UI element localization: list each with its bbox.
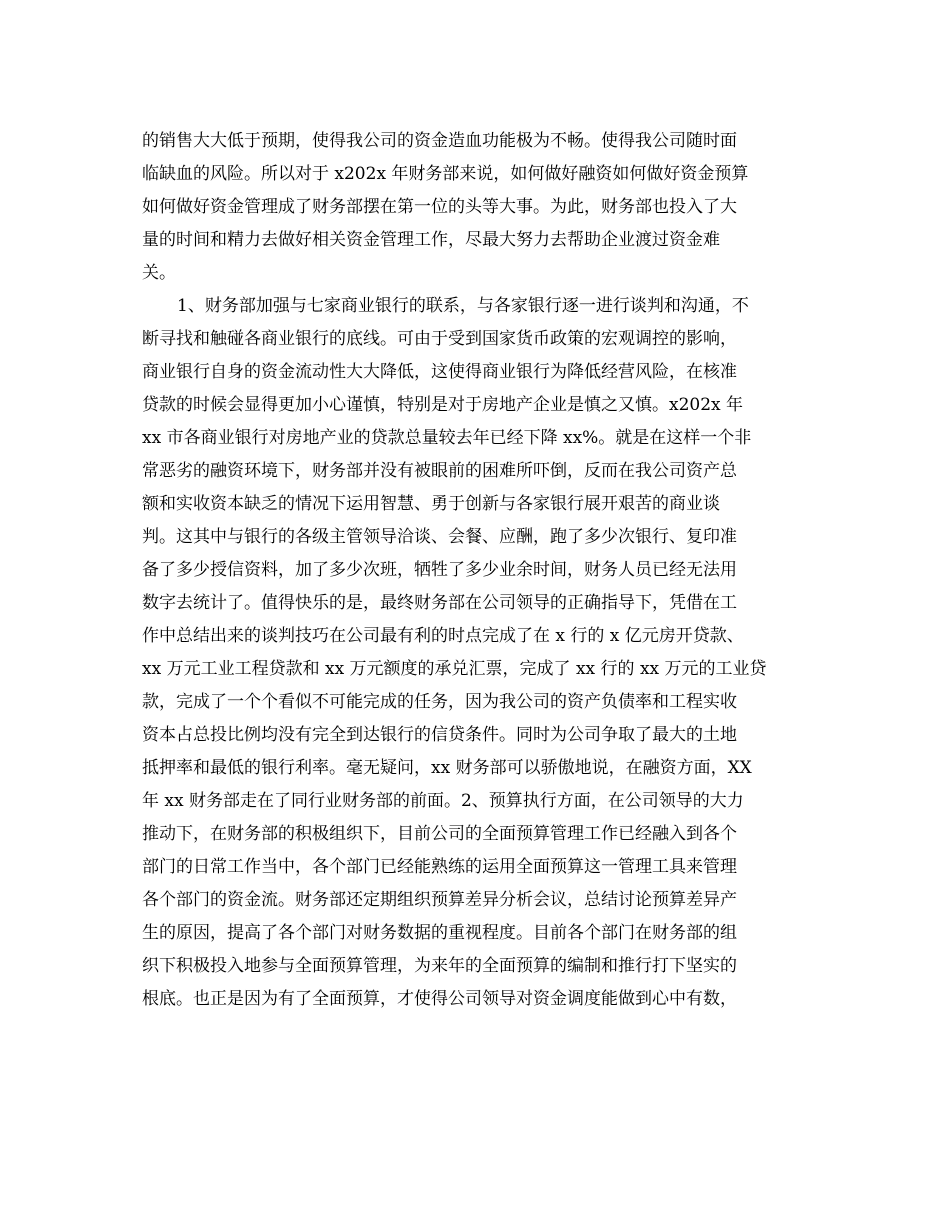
text-line: 资本占总投比例均没有完全到达银行的信贷条件。同时为公司争取了最大的土地: [142, 725, 737, 745]
text-line: 抵押率和最低的银行利率。毫无疑问，xx 财务部可以骄傲地说，在融资方面，XX: [142, 758, 752, 778]
text-line: 的销售大大低于预期，使得我公司的资金造血功能极为不畅。使得我公司随时面: [142, 131, 737, 151]
text-line: 作中总结出来的谈判技巧在公司最有利的时点完成了在 x 行的 x 亿元房开贷款、: [142, 626, 744, 646]
text-line: 如何做好资金管理成了财务部摆在第一位的头等大事。为此，财务部也投入了大: [142, 197, 737, 217]
text-line: 常恶劣的融资环境下，财务部并没有被眼前的困难所吓倒，反而在我公司资产总: [142, 461, 737, 481]
text-line: 根底。也正是因为有了全面预算，才使得公司领导对资金调度能做到心中有数，: [142, 989, 737, 1009]
text-line: xx 万元工业工程贷款和 xx 万元额度的承兑汇票，完成了 xx 行的 xx 万元的工业贷: [142, 659, 767, 679]
text-line: 备了多少授信资料，加了多少次班，牺牲了多少业余时间，财务人员已经无法用: [142, 560, 737, 580]
text-line: xx 市各商业银行对房地产业的贷款总量较去年已经下降 xx%。就是在这样一个非: [142, 428, 752, 448]
paragraph-start-line: 1、财务部加强与七家商业银行的联系，与各家银行逐一进行谈判和沟通，不: [177, 296, 749, 316]
body-text: [142, 125, 812, 1016]
text-line: 年 xx 财务部走在了同行业财务部的前面。2、预算执行方面，在公司领导的大力: [142, 791, 744, 811]
text-line: 判。这其中与银行的各级主管领导洽谈、会餐、应酬，跑了多少次银行、复印准: [142, 527, 737, 547]
text-line: 额和实收资本缺乏的情况下运用智慧、勇于创新与各家银行展开艰苦的商业谈: [142, 494, 720, 514]
text-line: 生的原因，提高了各个部门对财务数据的重视程度。目前各个部门在财务部的组: [142, 923, 737, 943]
text-line: 织下积极投入地参与全面预算管理，为来年的全面预算的编制和推行打下坚实的: [142, 956, 737, 976]
text-line: 量的时间和精力去做好相关资金管理工作，尽最大努力去帮助企业渡过资金难: [142, 230, 720, 250]
text-line: 关。: [142, 263, 176, 283]
text-line: 款，完成了一个个看似不可能完成的任务，因为我公司的资产负债率和工程实收: [142, 692, 737, 712]
text-line: 临缺血的风险。所以对于 x202x 年财务部来说，如何做好融资如何做好资金预算: [142, 164, 749, 184]
text-line: 各个部门的资金流。财务部还定期组织预算差异分析会议，总结讨论预算差异产: [142, 890, 737, 910]
text-line: 部门的日常工作当中，各个部门已经能熟练的运用全面预算这一管理工具来管理: [142, 857, 737, 877]
text-line: 推动下，在财务部的积极组织下，目前公司的全面预算管理工作已经融入到各个: [142, 824, 737, 844]
text-line: 贷款的时候会显得更加小心谨慎，特别是对于房地产企业是慎之又慎。x202x 年: [142, 395, 744, 415]
text-line: 数字去统计了。值得快乐的是，最终财务部在公司领导的正确指导下，凭借在工: [142, 593, 737, 613]
text-line: 断寻找和触碰各商业银行的底线。可由于受到国家货币政策的宏观调控的影响，: [142, 329, 737, 349]
text-line: 商业银行自身的资金流动性大大降低，这使得商业银行为降低经营风险，在核准: [142, 362, 737, 382]
